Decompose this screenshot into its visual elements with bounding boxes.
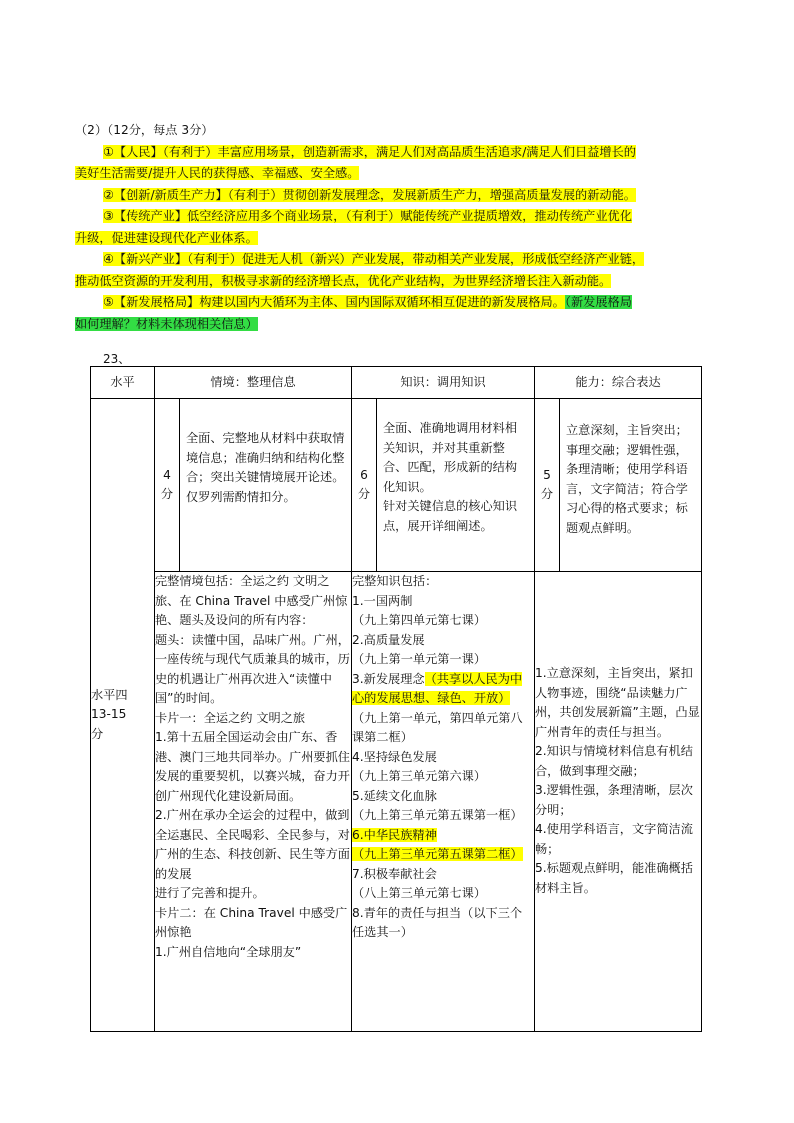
question-number: 23、 (103, 352, 131, 366)
table-row (91, 572, 702, 1032)
point-1-line-2: 美好生活需要/提升人民的获得感、幸福感、安全感。 (75, 166, 360, 180)
context-criteria: 全面、完整地从材料中获取情境信息；准确归纳和结构化整合；突出关键情境展开论述。仅罗列需酌情扣分。 (186, 431, 345, 504)
knowledge-item-3 (352, 670, 534, 709)
knowledge-score-cell (352, 399, 535, 572)
context-line: 完整情境包括：全运之约 文明之旅、在 China Travel 中感受广州惊艳、题头及设问的所有内容： (155, 574, 348, 627)
knowledge-criteria-2: 针对关键信息的核心知识点，展开详细阐述。 (383, 499, 518, 533)
knowledge-source: （九上第三单元第五课第二框） (352, 847, 523, 861)
knowledge-item: 7.积极奉献社会 (352, 866, 437, 881)
point-1-line-1: ①【人民】（有利于）丰富应用场景，创造新需求，满足人们对高品质生活追求/满足人们日益增长的 (103, 144, 636, 159)
knowledge-source: （九上第一单元第一课） (352, 652, 487, 666)
ability-line: 4.使用学科语言，文字简洁流畅； (535, 822, 693, 856)
table-row (91, 399, 702, 572)
knowledge-highlight: （共享以人民为中心的发展思想、绿色、开放） (352, 671, 523, 705)
knowledge-source: （九上第一单元，第四单元第八课第二框） (352, 710, 523, 744)
ability-line: 3.逻辑性强，条理清晰，层次分明； (535, 783, 693, 817)
context-detail (155, 572, 352, 1032)
knowledge-source: （八上第三单元第七课） (352, 886, 487, 900)
context-score: 4 分 (155, 399, 180, 571)
knowledge-item: 2.高质量发展 (352, 632, 425, 647)
ability-line: 5.标题观点鲜明，能准确概括材料主旨。 (535, 861, 693, 895)
context-line: 题头：读懂中国，品味广州。广州，一座传统与现代气质兼具的城市，历史的机遇让广州再次进入“读懂中国”的时间。 (155, 632, 350, 705)
ability-score: 5 分 (535, 399, 560, 571)
point-4-line-2: 推动低空资源的开发利用，积极寻求新的经济增长点，优化产业结构，为世界经济增长注入新动能。 (75, 273, 612, 288)
point-2: ②【创新/新质生产力】（有利于）贯彻创新发展理念，发展新质生产力，增强高质量发展的新动能。 (103, 187, 636, 202)
point-5-note-1: （新发展格局 (564, 295, 632, 309)
level-label: 水平四 13-15 分 (91, 399, 155, 1032)
ability-line: 1.立意深刻，主旨突出，紧扣人物事迹，围绕“品读魅力广州，共创发展新篇”主题，凸显广州青年的责任与担当。 (535, 666, 700, 739)
knowledge-item: 4.坚持绿色发展 (352, 749, 437, 764)
knowledge-detail (352, 572, 535, 1032)
point-3-line-1: ③【传统产业】低空经济应用多个商业场景，（有利于）赋能传统产业提质增效，推动传统产业优化 (103, 209, 632, 223)
context-line: 2.广州在承办全运会的过程中，做到全运惠民、全民喝彩、全民参与，对广州的生态、科技创新、民生等方面的发展 (155, 808, 350, 881)
ability-score-cell (535, 399, 702, 572)
context-score-cell (155, 399, 352, 572)
answer-section (75, 120, 725, 335)
knowledge-criteria (377, 399, 534, 571)
point-5-note-2: 如何理解？材料未体现相关信息） (75, 316, 258, 331)
point-3-line-2: 升级，促进建设现代化产业体系。 (75, 230, 258, 245)
knowledge-source: （九上第三单元第五课第一框） (352, 808, 523, 822)
knowledge-item: 6.中华民族精神 (352, 827, 437, 842)
point-4-line-1: ④【新兴产业】（有利于）促进无人机（新兴）产业发展，带动相关产业发展，形成低空经济产业链， (103, 252, 645, 266)
knowledge-item: 1.一国两制 (352, 593, 413, 608)
ability-detail (535, 572, 702, 1032)
knowledge-item: 8.青年的责任与担当（以下三个任选其一） (352, 905, 523, 939)
header-ability: 能力：综合表达 (535, 367, 702, 399)
context-line: 进行了完善和提升。 (155, 886, 265, 900)
header-knowledge: 知识：调用知识 (352, 367, 535, 399)
context-line: 1.广州自信地向“全球朋友” (155, 944, 302, 959)
ability-criteria: 立意深刻，主旨突出；事理交融；逻辑性强，条理清晰；使用学科语言，文字简洁；符合学习心得的格式要求；标题观点鲜明。 (566, 423, 688, 535)
context-line: 1.第十五届全国运动会由广东、香港、澳门三地共同举办。广州要抓住发展的重要契机，以赛兴城，奋力开创广州现代化建设新局面。 (155, 730, 350, 803)
context-line: 卡片二：在 China Travel 中感受广州惊艳 (155, 905, 348, 939)
header-level: 水平 (91, 367, 155, 399)
header-context: 情境：整理信息 (155, 367, 352, 399)
knowledge-item: 5.延续文化血脉 (352, 788, 437, 803)
context-line: 卡片一：全运之约 文明之旅 (155, 710, 306, 725)
knowledge-source: （九上第三单元第六课） (352, 769, 487, 783)
ability-line: 2.知识与情境材料信息有机结合，做到事理交融； (535, 744, 693, 778)
point-5-main: ⑤【新发展格局】构建以国内大循环为主体、国内国际双循环相互促进的新发展格局。 (103, 295, 565, 309)
knowledge-criteria-1: 全面、准确地调用材料相关知识，并对其重新整合、匹配，形成新的结构化知识。 (383, 421, 518, 494)
section-header: （2）（12分，每点 3分） (75, 123, 214, 137)
table-header-row (91, 367, 702, 399)
rubric-table (90, 366, 702, 1032)
knowledge-item: 3.新发展理念 (352, 671, 425, 686)
knowledge-score: 6 分 (352, 399, 377, 571)
knowledge-intro: 完整知识包括： (352, 574, 438, 588)
knowledge-source: （九上第四单元第七课） (352, 613, 487, 627)
